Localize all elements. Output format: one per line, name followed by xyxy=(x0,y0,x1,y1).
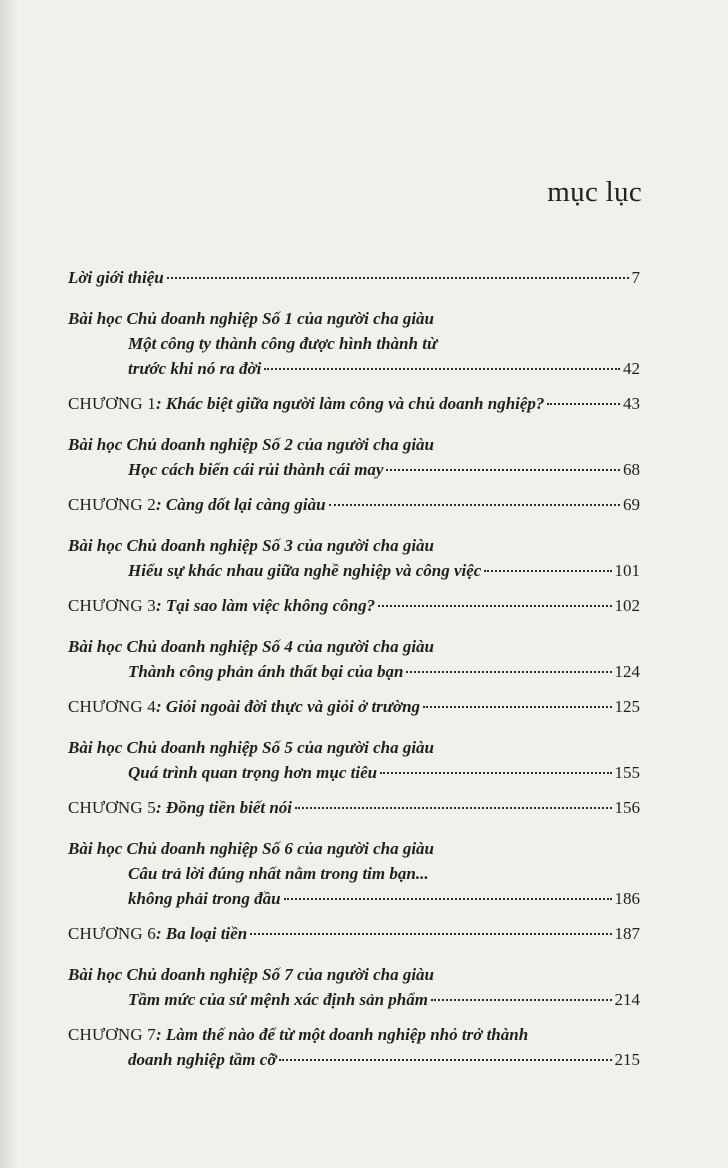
dot-leader xyxy=(547,403,620,405)
toc-entry-label: Đồng tiền biết nói xyxy=(165,798,293,817)
chapter-title-line: Làm thế nào để từ một doanh nghiệp nhỏ trở thành xyxy=(165,1025,529,1044)
toc-page-number: 102 xyxy=(614,596,640,615)
toc-page-number: 101 xyxy=(614,561,640,580)
toc-entry-chapter[interactable]: CHƯƠNG 3 : Tại sao làm việc không công? 102 xyxy=(68,593,640,618)
chapter-prefix: CHƯƠNG 2 xyxy=(68,495,156,514)
lesson-heading: Bài học Chủ doanh nghiệp Số 5 của người cha giàu xyxy=(68,738,435,757)
lesson-subtitle-line: Câu trả lời đúng nhất nằm trong tim bạn... xyxy=(128,864,429,883)
toc-page-number: 68 xyxy=(623,460,640,479)
toc-entry-intro[interactable] xyxy=(68,265,640,290)
dot-leader xyxy=(250,933,611,935)
lesson-heading: Bài học Chủ doanh nghiệp Số 3 của người cha giàu xyxy=(68,536,435,555)
chapter-prefix: CHƯƠNG 3 xyxy=(68,596,156,615)
toc-entry-lesson[interactable] xyxy=(68,659,640,684)
toc-entry-lesson[interactable] xyxy=(68,987,640,1012)
toc-page-number: 7 xyxy=(631,268,640,287)
toc-entry-label: Tầm mức của sứ mệnh xác định sản phẩm xyxy=(128,990,428,1009)
dot-leader xyxy=(284,898,612,900)
toc-entry-chapter[interactable]: CHƯƠNG 2 : Càng dốt lại càng giàu 69 xyxy=(68,492,640,517)
dot-leader xyxy=(329,504,620,506)
toc-chapter-line: CHƯƠNG 7 : Làm thế nào để từ một doanh nghiệp nhỏ trở thành xyxy=(68,1022,640,1047)
toc-page-number: 187 xyxy=(614,924,640,943)
toc-entry-label: trước khi nó ra đời xyxy=(128,359,262,378)
chapter-prefix: CHƯƠNG 7 xyxy=(68,1025,156,1044)
toc-entry-label: Tại sao làm việc không công? xyxy=(165,596,376,615)
toc-entry-label: Giỏi ngoài đời thực và giỏi ở trường xyxy=(165,697,421,716)
dot-leader xyxy=(406,671,611,673)
lesson-heading: Bài học Chủ doanh nghiệp Số 4 của người cha giàu xyxy=(68,637,435,656)
toc-entry-label: Càng dốt lại càng giàu xyxy=(165,495,326,514)
toc-page-number: 124 xyxy=(614,662,640,681)
page-title: mục lục xyxy=(547,176,642,208)
dot-leader xyxy=(295,807,611,809)
dot-leader xyxy=(423,706,611,708)
dot-leader xyxy=(431,999,612,1001)
toc-entry-chapter[interactable]: CHƯƠNG 6 : Ba loại tiền 187 xyxy=(68,921,640,946)
toc-entry-chapter[interactable]: CHƯƠNG 5 : Đồng tiền biết nói 156 xyxy=(68,795,640,820)
toc-entry-chapter[interactable]: CHƯƠNG 4 : Giỏi ngoài đời thực và giỏi ở trường 125 xyxy=(68,694,640,719)
dot-leader xyxy=(264,368,620,370)
toc-page-number: 125 xyxy=(614,697,640,716)
lesson-heading: Bài học Chủ doanh nghiệp Số 6 của người cha giàu xyxy=(68,839,435,858)
toc-entry-label: không phải trong đầu xyxy=(128,889,281,908)
toc-page-number: 215 xyxy=(614,1050,640,1069)
toc-entry-lesson[interactable] xyxy=(68,886,640,911)
toc-page-number: 214 xyxy=(614,990,640,1009)
lesson-list xyxy=(68,290,640,1072)
toc-entry-lesson[interactable] xyxy=(68,760,640,785)
toc-entry-label: Khác biệt giữa người làm công và chủ doanh nghiệp? xyxy=(165,394,545,413)
toc-entry-lesson[interactable] xyxy=(68,558,640,583)
lesson-block xyxy=(68,946,640,1072)
lesson-block xyxy=(68,517,640,618)
lesson-block xyxy=(68,719,640,820)
toc-entry-lesson[interactable] xyxy=(68,356,640,381)
dot-leader xyxy=(378,605,611,607)
toc-page-number: 43 xyxy=(623,394,640,413)
toc-entry-chapter[interactable] xyxy=(68,1047,640,1072)
dot-leader xyxy=(484,570,611,572)
toc-entry-label: Hiểu sự khác nhau giữa nghề nghiệp và công việc xyxy=(128,561,482,580)
toc-page-number: 156 xyxy=(614,798,640,817)
toc-page-number: 186 xyxy=(614,889,640,908)
toc-entry-lesson[interactable] xyxy=(68,457,640,482)
lesson-block xyxy=(68,820,640,946)
page-edge-shadow xyxy=(0,0,18,1168)
lesson-subtitle-line: Một công ty thành công được hình thành từ xyxy=(128,334,438,353)
chapter-prefix: CHƯƠNG 5 xyxy=(68,798,156,817)
toc-entry-label: Lời giới thiệu xyxy=(68,268,164,287)
toc-entry-label: Thành công phản ánh thất bại của bạn xyxy=(128,662,404,681)
toc-entry-label: Quá trình quan trọng hơn mục tiêu xyxy=(128,763,378,782)
toc-entry-label: Học cách biến cái rủi thành cái may xyxy=(128,460,384,479)
toc-entry-chapter[interactable]: CHƯƠNG 1 : Khác biệt giữa người làm công và chủ doanh nghiệp? 43 xyxy=(68,391,640,416)
toc-entry-label: doanh nghiệp tầm cỡ xyxy=(128,1050,277,1069)
table-of-contents xyxy=(68,265,640,1072)
dot-leader xyxy=(279,1059,611,1061)
chapter-prefix: CHƯƠNG 1 xyxy=(68,394,156,413)
lesson-block xyxy=(68,416,640,517)
dot-leader xyxy=(167,277,629,279)
lesson-heading: Bài học Chủ doanh nghiệp Số 2 của người cha giàu xyxy=(68,435,435,454)
chapter-prefix: CHƯƠNG 4 xyxy=(68,697,156,716)
toc-page-number: 42 xyxy=(623,359,640,378)
lesson-block xyxy=(68,618,640,719)
toc-page-number: 155 xyxy=(614,763,640,782)
lesson-block xyxy=(68,290,640,416)
chapter-prefix: CHƯƠNG 6 xyxy=(68,924,156,943)
toc-page-number: 69 xyxy=(623,495,640,514)
toc-entry-label: Ba loại tiền xyxy=(165,924,248,943)
lesson-heading: Bài học Chủ doanh nghiệp Số 7 của người cha giàu xyxy=(68,965,435,984)
lesson-heading: Bài học Chủ doanh nghiệp Số 1 của người cha giàu xyxy=(68,309,435,328)
dot-leader xyxy=(380,772,611,774)
dot-leader xyxy=(386,469,620,471)
